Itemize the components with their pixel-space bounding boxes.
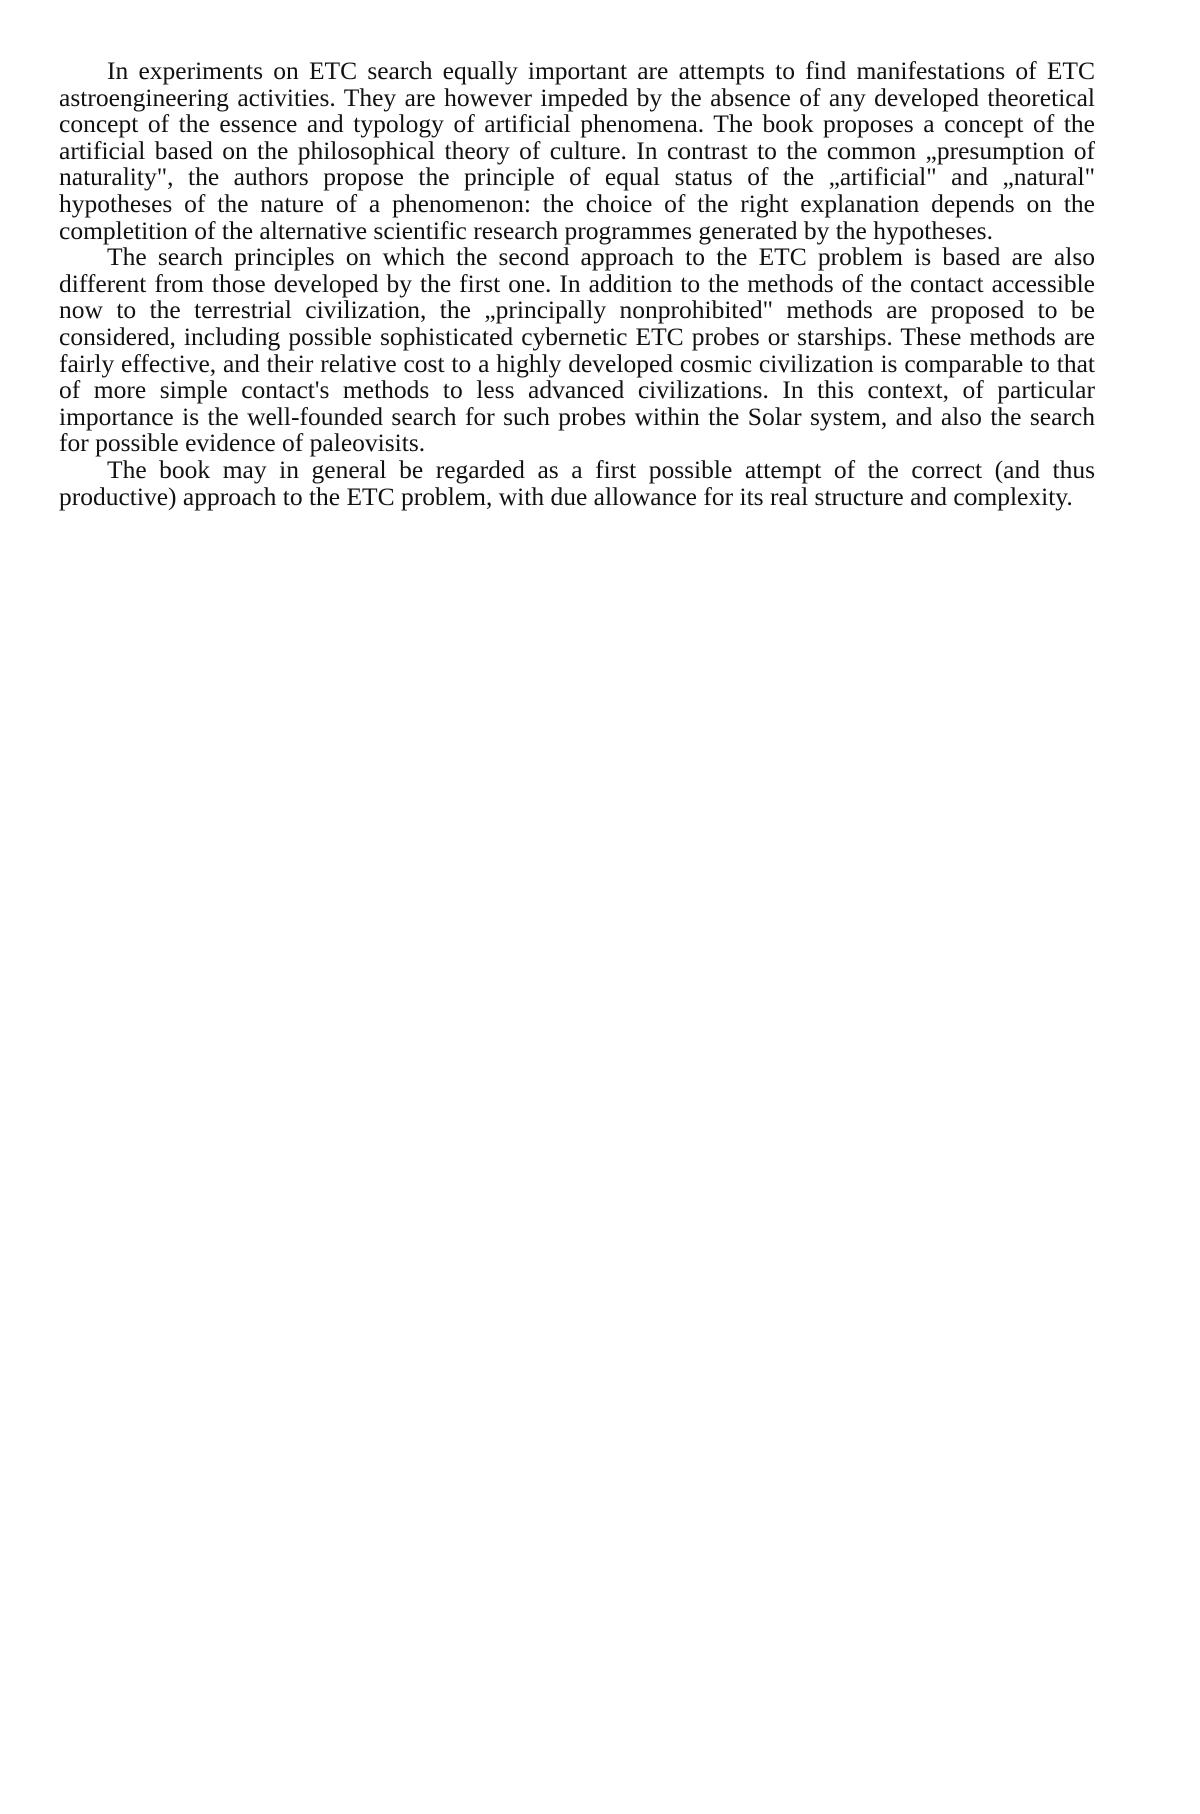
paragraph-3: The book may in general be regarded as a first possible attempt of the correct (and thus productive) approach to the ETC problem, with due allowance for its real structure and complexity.: [59, 454, 1095, 511]
paragraph-1: In experiments on ETC search equally important are attempts to find manifestations of ETC astroengineering activities. They are however impeded by the absence of any developed theoretical concept of the essence and typology of artificial phenomena. The book proposes a concept of the artificial based on the philosophical theory of culture. In contrast to the common „presumption of naturality", the authors propose the principle of equal status of the „artificial" and „natural" hypotheses of the nature of a phenomenon: the choice of the right explanation depends on the completition of the alternative scientific research programmes generated by the hypotheses.: [59, 56, 1095, 245]
document-body: [59, 58, 1095, 510]
paragraph-2: The search principles on which the second approach to the ETC problem is based are also different from those developed by the first one. In addition to the methods of the contact accessible now to the terrestrial civilization, the „principally nonprohibited" methods are proposed to be considered, including possible sophisticated cybernetic ETC probes or starships. These methods are fairly effective, and their relative cost to a highly developed cosmic civilization is comparable to that of more simple contact's methods to less advanced civilizations. In this context, of particular importance is the well-founded search for such probes within the Solar system, and also the search for possible evidence of paleovisits.: [59, 242, 1095, 458]
